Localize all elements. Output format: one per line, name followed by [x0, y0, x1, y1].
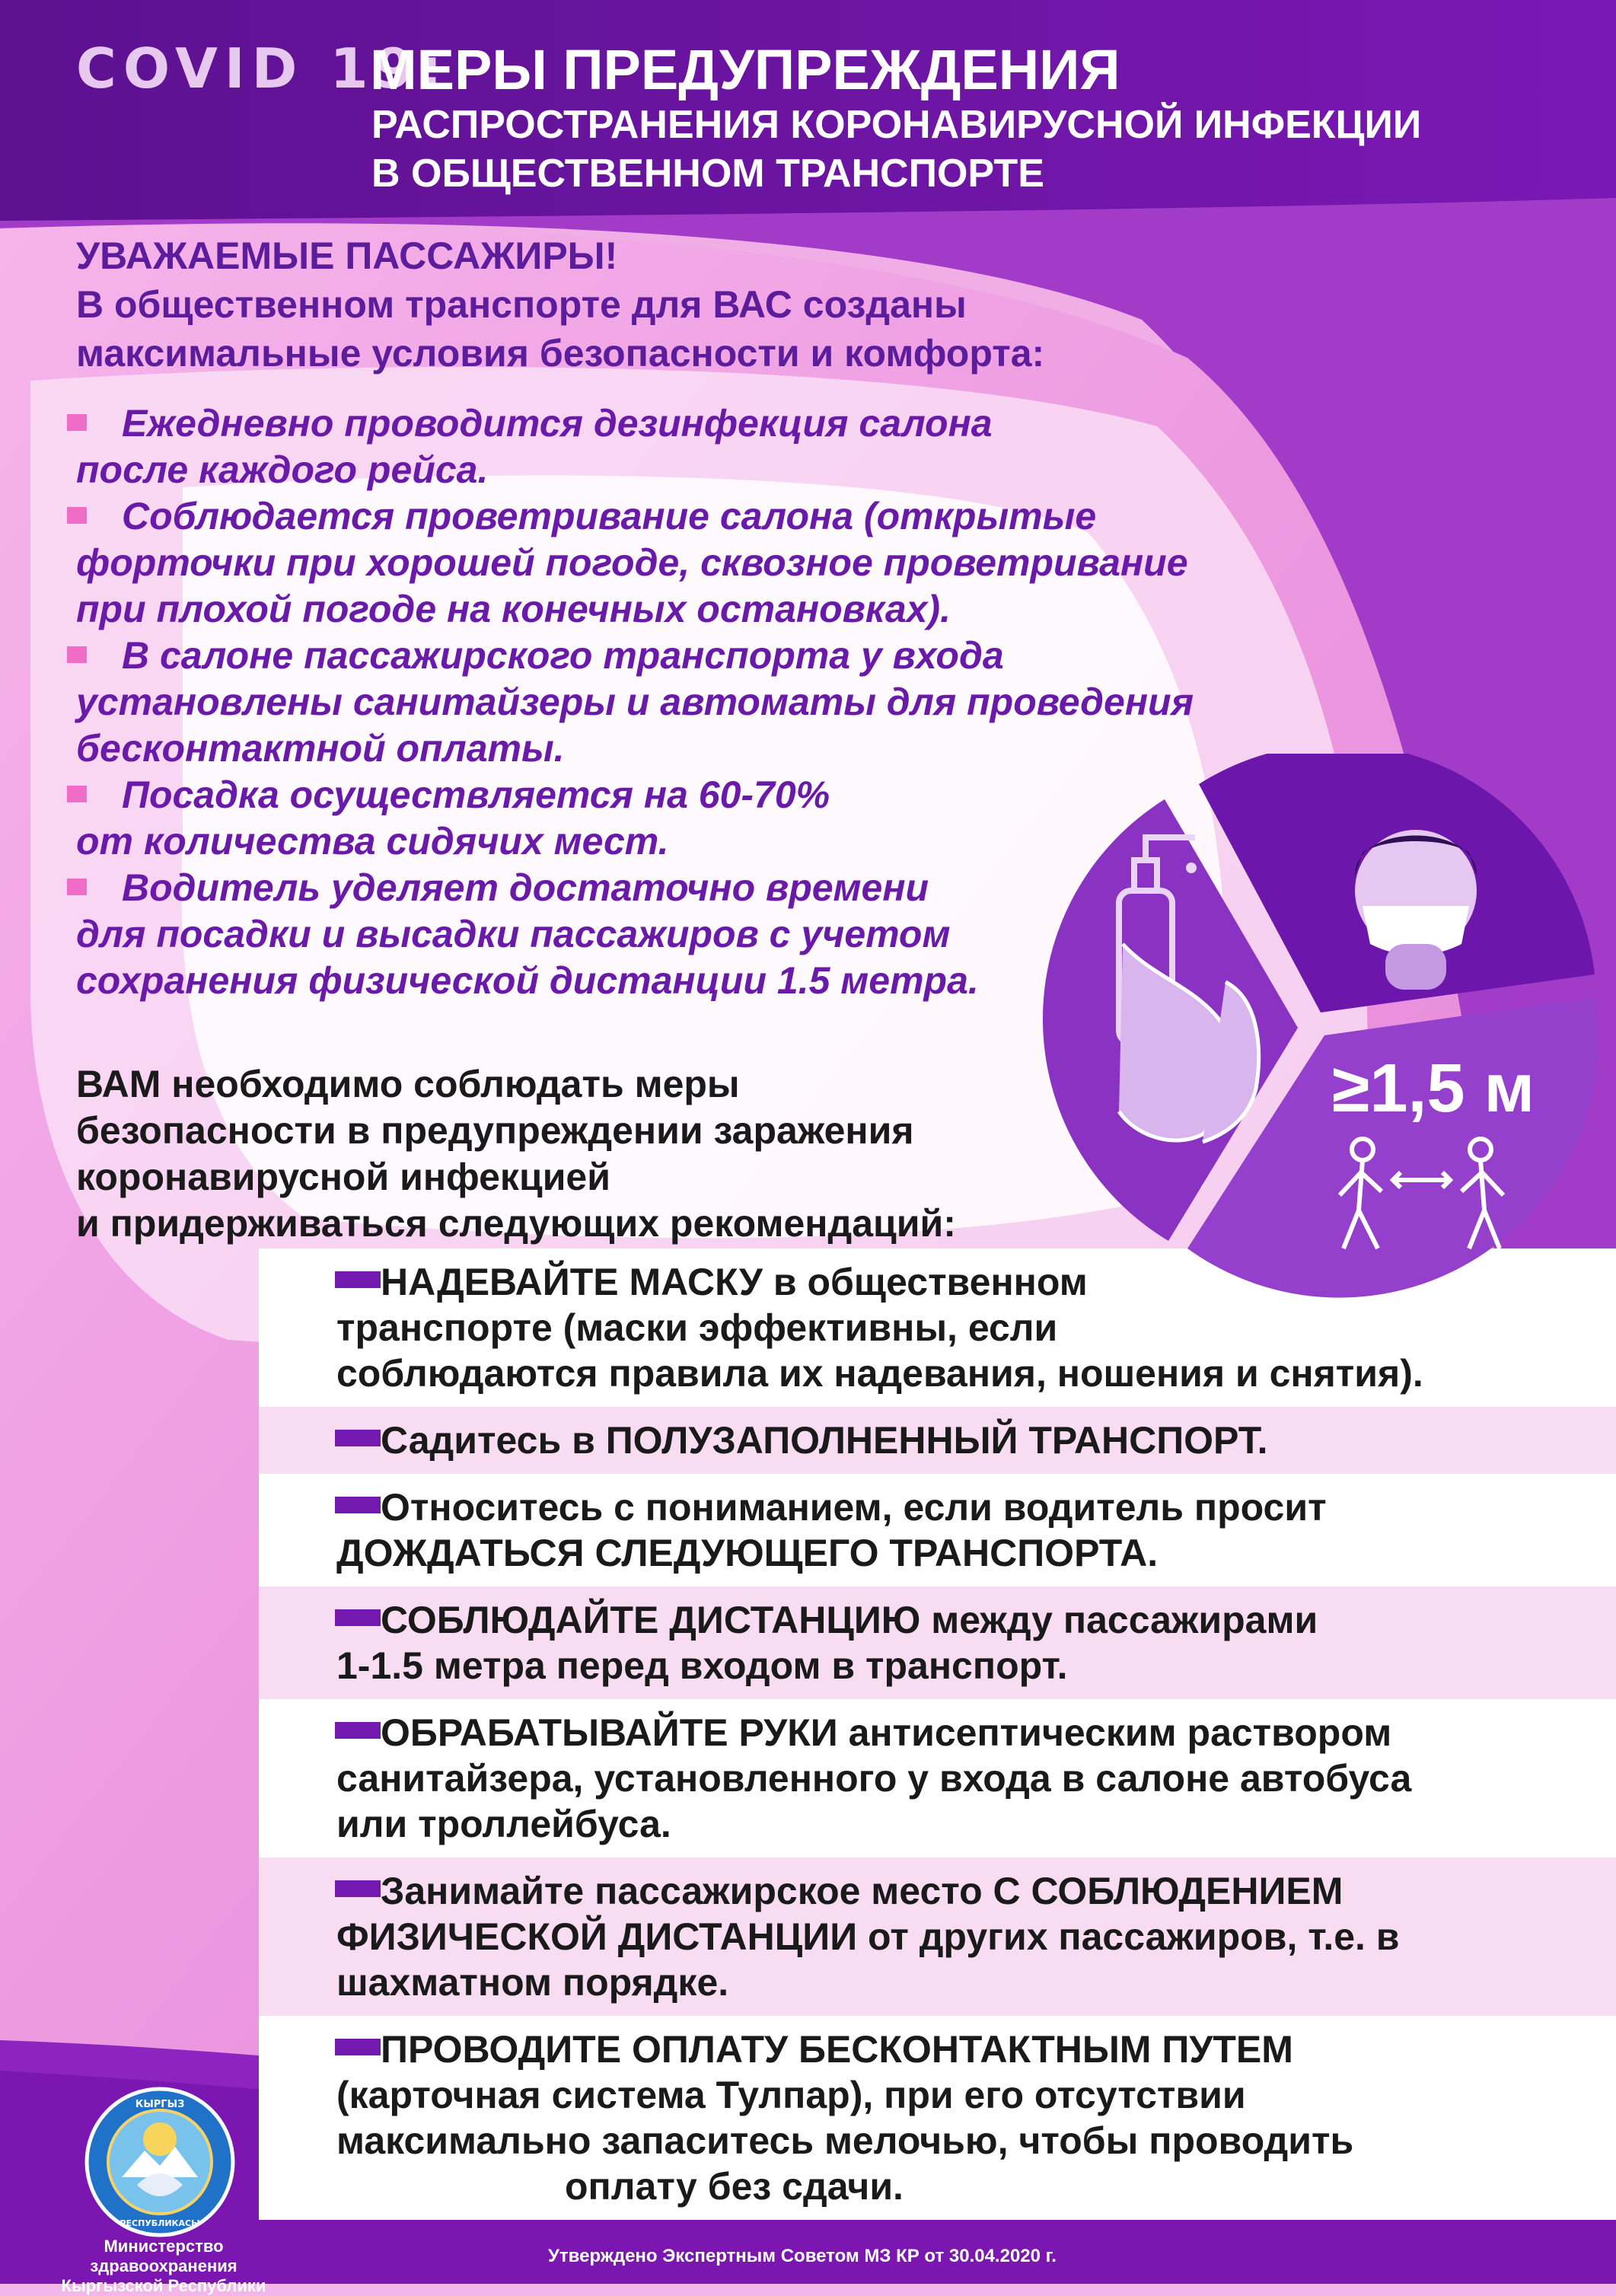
bullet-bar-icon [335, 1880, 381, 1897]
greeting-heading: УВАЖАЕМЫЕ ПАССАЖИРЫ! [76, 234, 618, 277]
recommendation-line: ДОЖДАТЬСЯ СЛЕДУЮЩЕГО ТРАНСПОРТА. [336, 1532, 1159, 1574]
intro-line: ВАМ необходимо соблюдать меры [76, 1063, 740, 1105]
bullet-bar-icon [335, 1609, 381, 1626]
bullet-square-icon [67, 507, 87, 524]
recommendation-line: максимально запаситесь мелочью, чтобы проводить [336, 2119, 1354, 2162]
bullet-bar-icon [335, 1430, 381, 1446]
list-item-line: при плохой погоде на конечных остановках). [76, 588, 951, 630]
prevention-pictogram [1035, 754, 1598, 1302]
recommendation-line: ПРОВОДИТЕ ОПЛАТУ БЕСКОНТАКТНЫМ ПУТЕМ [381, 2028, 1293, 2071]
bullet-bar-icon [335, 1271, 381, 1288]
page-subtitle [371, 100, 1421, 198]
ministry-emblem-logo [84, 2086, 236, 2238]
recommendation-line: Садитесь в ПОЛУЗАПОЛНЕННЫЙ ТРАНСПОРТ. [381, 1419, 1268, 1462]
bullet-bar-icon [335, 2039, 381, 2055]
greeting [76, 231, 1142, 378]
subtitle-line: РАСПРОСТРАНЕНИЯ КОРОНАВИРУСНОЙ ИНФЕКЦИИ [371, 103, 1422, 147]
covid-label: COVID 19: [76, 37, 449, 100]
recommendation-item [259, 1699, 1616, 1858]
recommendation-line: соблюдаются правила их надевания, ношения и снятия). [336, 1352, 1423, 1395]
ministry-line: Кыргызской Республики [61, 2276, 266, 2295]
ministry-name [30, 2237, 297, 2296]
list-item-line: Ежедневно проводится дезинфекция салона [122, 402, 993, 445]
bullet-bar-icon [335, 1722, 381, 1739]
list-item-line: форточки при хорошей погоде, сквозное проветривание [76, 541, 1188, 584]
bullet-square-icon [67, 414, 87, 431]
ministry-line: Министерство здравоохранения [90, 2237, 237, 2275]
list-item-line: Водитель уделяет достаточно времени [122, 866, 929, 909]
bullet-bar-icon [335, 1497, 381, 1513]
recommendations-intro [76, 1061, 1066, 1247]
list-item-line: В салоне пассажирского транспорта у входа [122, 634, 1004, 677]
recommendation-line: санитайзера, установленного у входа в салоне автобуса [336, 1757, 1412, 1800]
recommendation-line: шахматном порядке. [336, 1961, 729, 2004]
list-item [76, 400, 1294, 493]
list-item-line: Посадка осуществляется на 60-70% [122, 773, 830, 816]
recommendation-line: транспорте (маски эффективны, если [336, 1306, 1058, 1349]
recommendations-list [259, 1248, 1616, 2220]
bullet-square-icon [67, 879, 87, 895]
recommendation-item [259, 1586, 1616, 1699]
recommendation-line: 1-1.5 метра перед входом в транспорт. [336, 1644, 1068, 1687]
greeting-line: В общественном транспорте для ВАС созданы [76, 283, 967, 326]
recommendation-line: СОБЛЮДАЙТЕ ДИСТАНЦИЮ между пассажирами [381, 1599, 1318, 1641]
recommendation-line: НАДЕВАЙТЕ МАСКУ в общественном [381, 1261, 1088, 1303]
subtitle-line: В ОБЩЕСТВЕННОМ ТРАНСПОРТЕ [371, 151, 1044, 196]
intro-line: безопасности в предупреждении заражения [76, 1109, 914, 1152]
recommendation-line: ФИЗИЧЕСКОЙ ДИСТАНЦИИ от других пассажиров, т.е. в [336, 1915, 1400, 1958]
recommendation-item [259, 1407, 1616, 1474]
list-item-line: бесконтактной оплаты. [76, 727, 565, 770]
recommendation-line: ОБРАБАТЫВАЙТЕ РУКИ антисептическим раствором [381, 1711, 1392, 1754]
list-item-line: от количества сидячих мест. [76, 820, 669, 863]
list-item [76, 493, 1294, 633]
list-item-line: Соблюдается проветривание салона (открытые [122, 495, 1097, 537]
intro-line: коронавирусной инфекцией [76, 1156, 610, 1198]
list-item [76, 633, 1294, 772]
list-item-line: для посадки и высадки пассажиров с учетом [76, 913, 951, 955]
page-title: МЕРЫ ПРЕДУПРЕЖДЕНИЯ [370, 38, 1120, 101]
recommendation-line: Относитесь с пониманием, если водитель просит [381, 1486, 1327, 1529]
list-item-line: сохранения физической дистанции 1.5 метра. [76, 959, 979, 1002]
recommendation-line: (карточная система Тулпар), при его отсутствии [336, 2074, 1246, 2116]
recommendation-item [259, 1474, 1616, 1586]
svg-text:КЫРГЫЗ: КЫРГЫЗ [135, 2099, 185, 2110]
list-item-line: после каждого рейса. [76, 448, 489, 491]
svg-text:РЕСПУБЛИКАСЫ: РЕСПУБЛИКАСЫ [120, 2218, 200, 2228]
distance-label: ≥1,5 м [1332, 1051, 1535, 1127]
list-item-line: установлены санитайзеры и автоматы для проведения [76, 681, 1194, 723]
recommendation-item [259, 1858, 1616, 2016]
recommendation-line: оплату без сдачи. [565, 2165, 904, 2208]
recommendation-line: Занимайте пассажирское место С СОБЛЮДЕНИЕМ [381, 1870, 1343, 1912]
recommendation-item [259, 2016, 1616, 2220]
approval-note: Утверждено Экспертным Советом МЗ КР от 30.04.2020 г. [548, 2246, 1057, 2266]
bullet-square-icon [67, 646, 87, 663]
bullet-square-icon [67, 786, 87, 802]
intro-line: и придерживаться следующих рекомендаций: [76, 1202, 956, 1245]
greeting-line: максимальные условия безопасности и комфорта: [76, 332, 1045, 375]
recommendation-line: или троллейбуса. [336, 1803, 671, 1845]
